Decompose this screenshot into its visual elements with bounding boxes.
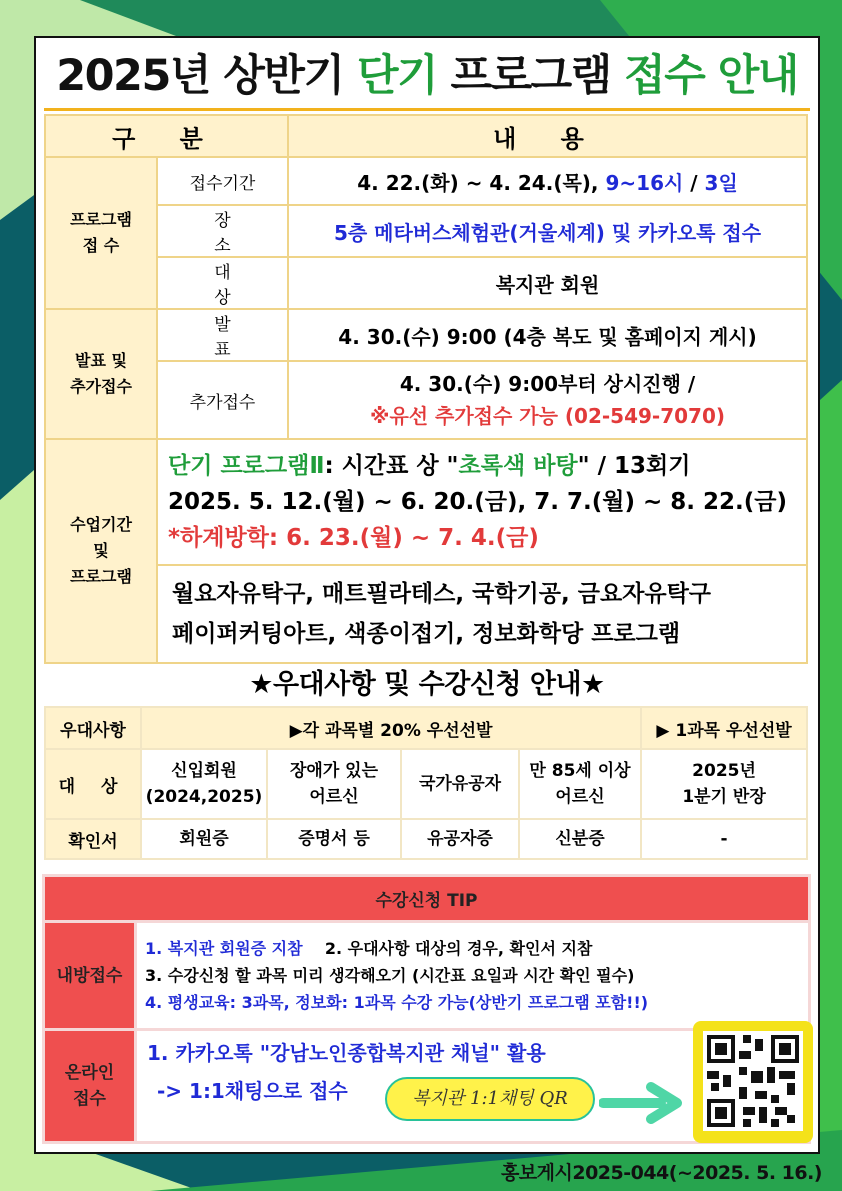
notice-number: 홍보게시2025-044(~2025. 5. 16.) — [500, 1162, 822, 1184]
label-place: 장 소 — [157, 205, 288, 257]
tip-1: 1. 복지관 회원증 지참 — [145, 939, 303, 958]
tip-header: 수강신청 TIP — [44, 876, 810, 922]
program-line: 페이퍼커팅아트, 색종이접기, 정보화학당 프로그램 — [172, 621, 681, 647]
extra-phone: ※유선 추가접수 가능 (02-549-7070) — [370, 404, 726, 428]
arrow-right-icon — [599, 1081, 689, 1125]
reg-period-sep: / — [683, 170, 705, 195]
program-list — [157, 565, 807, 663]
pref-one-subject: ▶ 1과목 우선선발 — [641, 707, 807, 749]
label-reg-period: 접수기간 — [157, 157, 288, 205]
class-sessions: " / 13회기 — [577, 453, 691, 479]
value-place: 5층 메타버스체험관(거울세계) 및 카카오톡 접수 — [288, 205, 807, 257]
header-content: 내 용 — [288, 115, 807, 157]
program-line: 월요자유탁구, 매트필라테스, 국학기공, 금요자유탁구 — [172, 581, 712, 607]
value-reg-period — [288, 157, 807, 205]
value-announce: 4. 30.(수) 9:00 (4층 복도 및 홈페이지 게시) — [288, 309, 807, 361]
reg-period-dates: 4. 22.(화) ~ 4. 24.(목), — [357, 170, 606, 195]
class-line-2: 2025. 5. 12.(월) ~ 6. 20.(금), 7. 7.(월) ~ 8. 22.(금) — [168, 489, 788, 515]
title-highlight: 단기 — [356, 51, 438, 101]
reg-period-days: 3일 — [704, 170, 738, 195]
proof-cell: 회원증 — [141, 819, 267, 859]
qr-label-badge: 복지관 1:1채팅 QR — [385, 1077, 595, 1121]
online-line-1: 1. 카카오톡 "강남노인종합복지관 채널" 활용 — [147, 1041, 546, 1065]
value-target: 복지관 회원 — [288, 257, 807, 309]
title-part: 2025년 상반기 — [56, 51, 357, 101]
class-period — [157, 439, 807, 565]
pref-label: 우대사항 — [45, 707, 141, 749]
tip-4: 4. 평생교육: 3과목, 정보화: 1과목 수강 가능(상반기 프로그램 포함!!) — [145, 993, 649, 1012]
category-class: 수업기간 및 프로그램 — [45, 439, 157, 663]
title-highlight: 접수 안내 — [624, 51, 798, 101]
info-table — [44, 114, 808, 664]
tip-2: 2. 우대사항 대상의 경우, 확인서 지참 — [324, 939, 593, 958]
proof-cell: - — [641, 819, 807, 859]
preference-table — [44, 706, 808, 860]
target-cell: 국가유공자 — [401, 749, 519, 819]
category-registration: 프로그램 접 수 — [45, 157, 157, 309]
class-line-1 — [168, 448, 806, 484]
value-extra — [288, 361, 807, 439]
online-content — [136, 1030, 810, 1143]
page-title — [36, 46, 818, 106]
label-target: 대 상 — [157, 257, 288, 309]
tip-line — [145, 935, 808, 962]
proof-cell: 신분증 — [519, 819, 641, 859]
proof-label: 확인서 — [45, 819, 141, 859]
visit-label: 내방접수 — [44, 922, 136, 1030]
title-part: 프로그램 — [437, 51, 625, 101]
proof-cell: 증명서 등 — [267, 819, 401, 859]
label-announce: 발 표 — [157, 309, 288, 361]
class-program-name: 단기 프로그램Ⅱ — [168, 453, 325, 479]
header-category: 구 분 — [45, 115, 288, 157]
target-cell: 신입회원 (2024,2025) — [141, 749, 267, 819]
tip-3: 3. 수강신청 할 과목 미리 생각해오기 (시간표 요일과 시간 확인 필수) — [145, 966, 635, 985]
online-line-2: -> 1:1채팅으로 접수 — [157, 1079, 348, 1103]
visit-tips — [136, 922, 810, 1030]
extra-line: 4. 30.(수) 9:00부터 상시진행 / — [399, 372, 696, 396]
online-label: 온라인 접수 — [44, 1030, 136, 1143]
target-cell: 장애가 있는 어르신 — [267, 749, 401, 819]
class-vacation: *하계방학: 6. 23.(월) ~ 7. 4.(금) — [168, 525, 539, 551]
title-underline — [44, 108, 810, 111]
class-line-text: : 시간표 상 " — [324, 453, 459, 479]
proof-cell: 유공자증 — [401, 819, 519, 859]
reg-period-hours: 9~16시 — [605, 170, 684, 195]
qr-code-icon[interactable] — [703, 1031, 803, 1131]
qr-code-frame[interactable] — [693, 1021, 813, 1143]
tip-table — [42, 874, 811, 1144]
target-cell: 만 85세 이상 어르신 — [519, 749, 641, 819]
target-cell: 2025년 1분기 반장 — [641, 749, 807, 819]
online-box — [137, 1031, 808, 1141]
target-label: 대 상 — [45, 749, 141, 819]
class-color-note: 초록색 바탕 — [458, 453, 578, 479]
pref-20-percent: ▶각 과목별 20% 우선선발 — [141, 707, 641, 749]
category-announcement: 발표 및 추가접수 — [45, 309, 157, 439]
label-extra: 추가접수 — [157, 361, 288, 439]
poster-card — [34, 36, 820, 1154]
section-subtitle: ★우대사항 및 수강신청 안내★ — [249, 669, 605, 700]
